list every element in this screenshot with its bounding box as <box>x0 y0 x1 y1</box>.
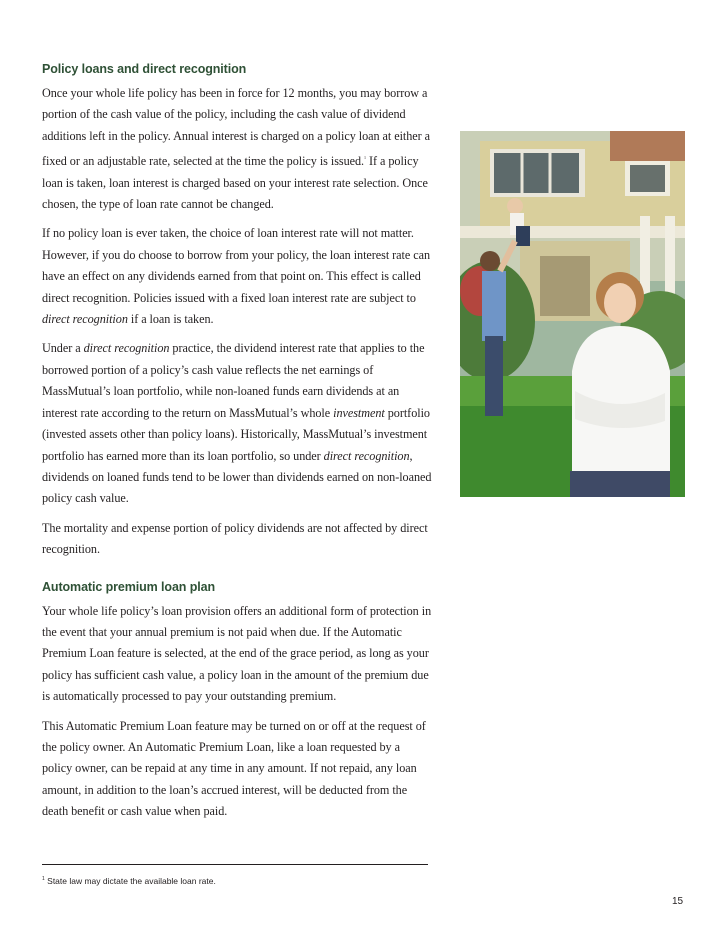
paragraph-loan-intro: Once your whole life policy has been in force for 12 months, you may borrow a portion of the cash value of the policy, including the cash value of dividend additions left in the policy. Annual interest is charged on a policy loan at either a fixed or an adjustable rate, selected at the time the policy is issued.$^1$ If a policy loan is taken, loan interest is charged based on your interest rate selection. Once chosen, the type of loan rate cannot be changed. <box>42 86 431 212</box>
footnote-ref: 1 <box>364 155 366 161</box>
main-text-column <box>42 59 432 831</box>
family-house-photo <box>460 131 685 497</box>
section-heading-policy-loans: Policy loans and direct recognition <box>42 62 247 76</box>
paragraph-apl-details: This Automatic Premium Loan feature may be turned on or off at the request of the policy owner. An Automatic Premium Loan, like a loan requested by a policy owner, can be repaid at any time in any amount. If not repaid, any loan amount, in addition to the loan’s accrued interest, will be deducted from the death benefit or cash value when paid. <box>42 718 426 819</box>
footnote <box>42 876 216 886</box>
section-heading-automatic-premium-loan: Automatic premium loan plan <box>42 579 216 594</box>
footnote-marker: 1 <box>42 876 45 882</box>
footnote-text: State law may dictate the available loan rate. <box>47 876 216 886</box>
footnote-divider <box>42 864 428 865</box>
page-number: 15 <box>672 896 684 907</box>
paragraph-mortality-expense: The mortality and expense portion of policy dividends are not affected by direct recognition. <box>42 520 428 557</box>
paragraph-apl-intro: Your whole life policy’s loan provision offers an additional form of protection in the event that your annual premium is not paid when due. If the Automatic Premium Loan feature is selected, at the end of the grace period, as long as your policy has sufficient cash value, a policy loan in the amount of the premium due is automatically processed to pay your outstanding premium. <box>42 603 432 704</box>
paragraph-direct-recognition: Under a direct recognition practice, the dividend interest rate that applies to the borrowed portion of a policy’s cash value reflects the net earnings of MassMutual’s loan portfolio, while non-loaned funds earn dividends at an interest rate according to the return on MassMutual’s whole investment portfolio (invested assets other than policy loans). Historically, MassMutual’s investment portfolio has earned more than its loan portfolio, so under direct recognition, dividends on loaned funds tend to be lower than dividends earned on non-loaned policy cash value. <box>42 341 432 506</box>
paragraph-loan-rate-choice: If no policy loan is ever taken, the choice of loan interest rate will not matter. However, if you do choose to borrow from your policy, the loan interest rate can have an effect on any dividends earned from that point on. This effect is called direct recognition. Policies issued with a fixed loan interest rate are subject to direct recognition if a loan is taken. <box>42 226 430 327</box>
